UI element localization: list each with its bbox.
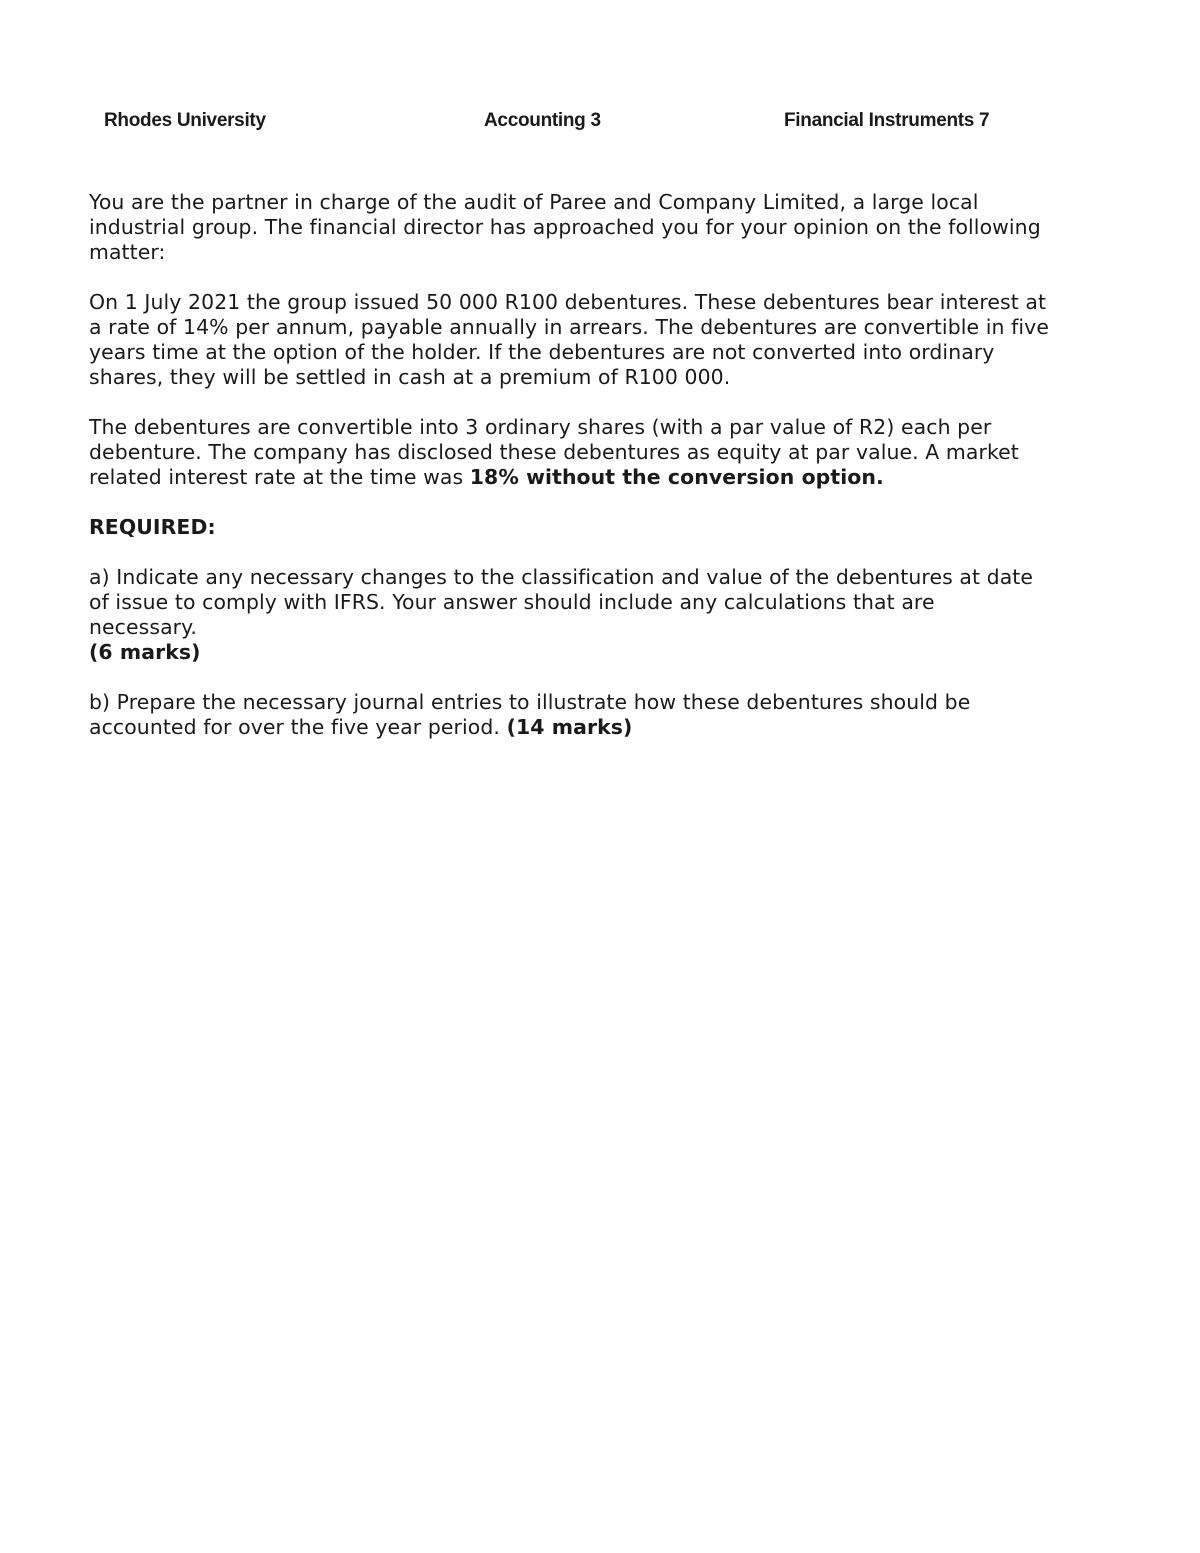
question-b-marks: (14 marks) [506, 715, 633, 739]
conversion-terms-text: The debentures are convertible into 3 ordinary shares (with a par value of R2) each per debenture. The company has disclosed these debentures as equity at par value. A market related interest rate at the time was [89, 415, 1019, 489]
header-course: Accounting 3 [484, 110, 601, 131]
document-body [89, 190, 1049, 765]
question-a: a) Indicate any necessary changes to the classification and value of the debentures at date of issue to comply with IFRS. Your answer should include any calculations that are necessary. [89, 565, 1034, 639]
question-b [89, 690, 1049, 740]
intro-paragraph: You are the partner in charge of the audit of Paree and Company Limited, a large local industrial group. The financial director has approached you for your opinion on the following matter: [89, 190, 1041, 264]
conversion-terms-paragraph [89, 415, 1049, 490]
issue-details-paragraph: On 1 July 2021 the group issued 50 000 R100 debentures. These debentures bear interest at a rate of 14% per annum, payable annually in arrears. The debentures are convertible in five years time at the option of the holder. If the debentures are not converted into ordinary shares, they will be settled in cash at a premium of R100 000. [89, 290, 1049, 389]
question-b-text: b) Prepare the necessary journal entries to illustrate how these debentures should be accounted for over the five year period. [89, 690, 971, 739]
market-rate-emphasis: 18% without the conversion option. [469, 465, 884, 489]
header-topic: Financial Instruments 7 [784, 110, 990, 131]
page-header [0, 110, 1200, 140]
question-a-marks: (6 marks) [89, 640, 201, 664]
header-institution: Rhodes University [104, 110, 266, 131]
required-heading: REQUIRED: [89, 515, 216, 539]
